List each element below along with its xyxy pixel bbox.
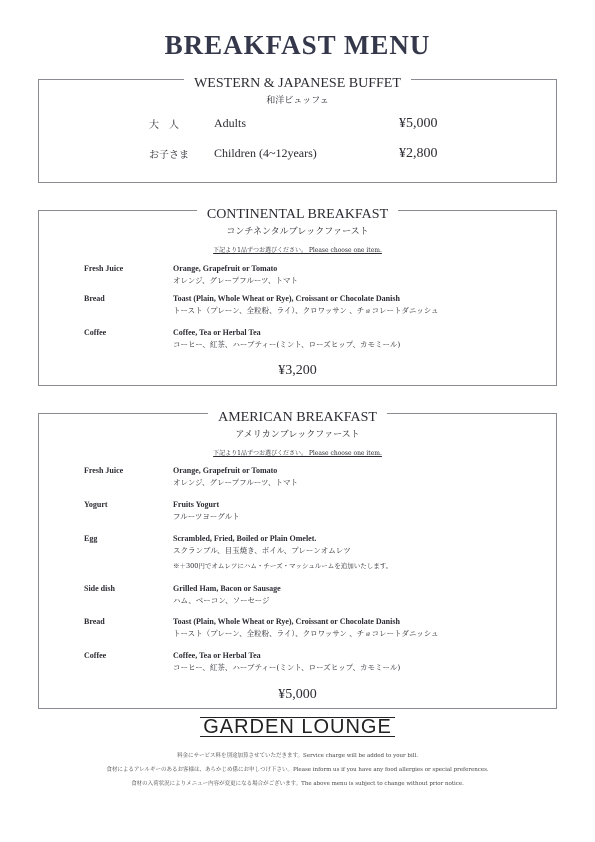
- footer-line: 食材の入荷状況によりメニュー内容が変更になる場合がございます。The above menu is subject to change without prior notice.: [131, 781, 464, 787]
- footer-line: 料金にサービス料を別途加算させていただきます。Service charge will be added to your bill.: [177, 753, 418, 759]
- item-desc-jp: オレンジ、グレープフルーツ、トマト: [173, 276, 299, 285]
- item-label: Coffee: [84, 328, 107, 337]
- item-desc-jp: ハム、ベーコン、ソーセージ: [173, 596, 270, 605]
- item-label: Yogurt: [84, 500, 108, 509]
- item-label: Fresh Juice: [84, 264, 124, 273]
- item-desc-jp: フルーツヨーグルト: [173, 512, 240, 521]
- item-desc-en: Orange, Grapefruit or Tomato: [173, 264, 278, 273]
- section-note: 下記より1品ずつお選びください。 Please choose one item.: [213, 247, 382, 254]
- item-desc-jp: スクランブル、目玉焼き、ボイル、プレーンオムレツ: [173, 546, 351, 555]
- section-price: ¥3,200: [278, 363, 317, 378]
- logo-text: GARDEN LOUNGE: [200, 717, 395, 737]
- section-title: WESTERN & JAPANESE BUFFET: [184, 76, 411, 92]
- footer-line: 食材によるアレルギーのあるお客様は、あらかじめ係にお申しつけ下さい。Please inform us if you have any food allergies or special preferences.: [106, 767, 489, 773]
- section-title: CONTINENTAL BREAKFAST: [197, 207, 398, 223]
- row-price: ¥5,000: [399, 116, 438, 131]
- item-desc-jp: トースト（プレーン、全粒粉、ライ）、クロワッサン 、チョコレートダニッシュ: [173, 306, 439, 315]
- item-label: Fresh Juice: [84, 466, 124, 475]
- item-desc-jp: トースト（プレーン、全粒粉、ライ）、クロワッサン 、チョコレートダニッシュ: [173, 629, 439, 638]
- section-subtitle: コンチネンタルブレックファースト: [226, 227, 369, 237]
- buffet-section: [38, 76, 557, 183]
- item-desc-en: Toast (Plain, Whole Wheat or Rye), Croissant or Chocolate Danish: [173, 617, 400, 626]
- item-label: Bread: [84, 294, 105, 303]
- item-label: Egg: [84, 534, 98, 543]
- section-subtitle: 和洋ビュッフェ: [266, 96, 329, 106]
- item-note: ※＋300円でオムレツにハム・チーズ・マッシュルームを追加いたします。: [173, 562, 393, 570]
- item-label: Coffee: [84, 651, 107, 660]
- logo: [0, 716, 595, 739]
- section-title: AMERICAN BREAKFAST: [208, 410, 387, 426]
- item-desc-en: Coffee, Tea or Herbal Tea: [173, 651, 261, 660]
- item-label: Bread: [84, 617, 105, 626]
- item-desc-jp: コーヒー、紅茶、ハーブティー(ミント、ローズヒップ、カモミール): [173, 663, 401, 672]
- page-title: BREAKFAST MENU: [164, 30, 431, 60]
- item-desc-en: Coffee, Tea or Herbal Tea: [173, 328, 261, 337]
- item-desc-en: Orange, Grapefruit or Tomato: [173, 466, 278, 475]
- continental-section: [38, 207, 557, 386]
- item-desc-en: Toast (Plain, Whole Wheat or Rye), Croissant or Chocolate Danish: [173, 294, 400, 303]
- row-label-en: Children (4~12years): [214, 146, 317, 160]
- item-desc-jp: コーヒー、紅茶、ハーブティー(ミント、ローズヒップ、カモミール): [173, 340, 401, 349]
- row-label-en: Adults: [214, 116, 247, 130]
- item-desc-en: Grilled Ham, Bacon or Sausage: [173, 584, 281, 593]
- american-section: [38, 410, 557, 709]
- row-label-jp: お子さま: [149, 150, 189, 161]
- section-price: ¥5,000: [278, 687, 317, 702]
- item-label: Side dish: [84, 584, 115, 593]
- row-price: ¥2,800: [399, 146, 438, 161]
- section-note: 下記より1品ずつお選びください。 Please choose one item.: [213, 450, 382, 457]
- item-desc-jp: オレンジ、グレープフルーツ、トマト: [173, 478, 299, 487]
- item-desc-en: Scrambled, Fried, Boiled or Plain Omelet.: [173, 534, 317, 543]
- row-label-jp: 大 人: [149, 120, 179, 131]
- item-desc-en: Fruits Yogurt: [173, 500, 220, 509]
- section-subtitle: アメリカンブレックファースト: [235, 430, 360, 440]
